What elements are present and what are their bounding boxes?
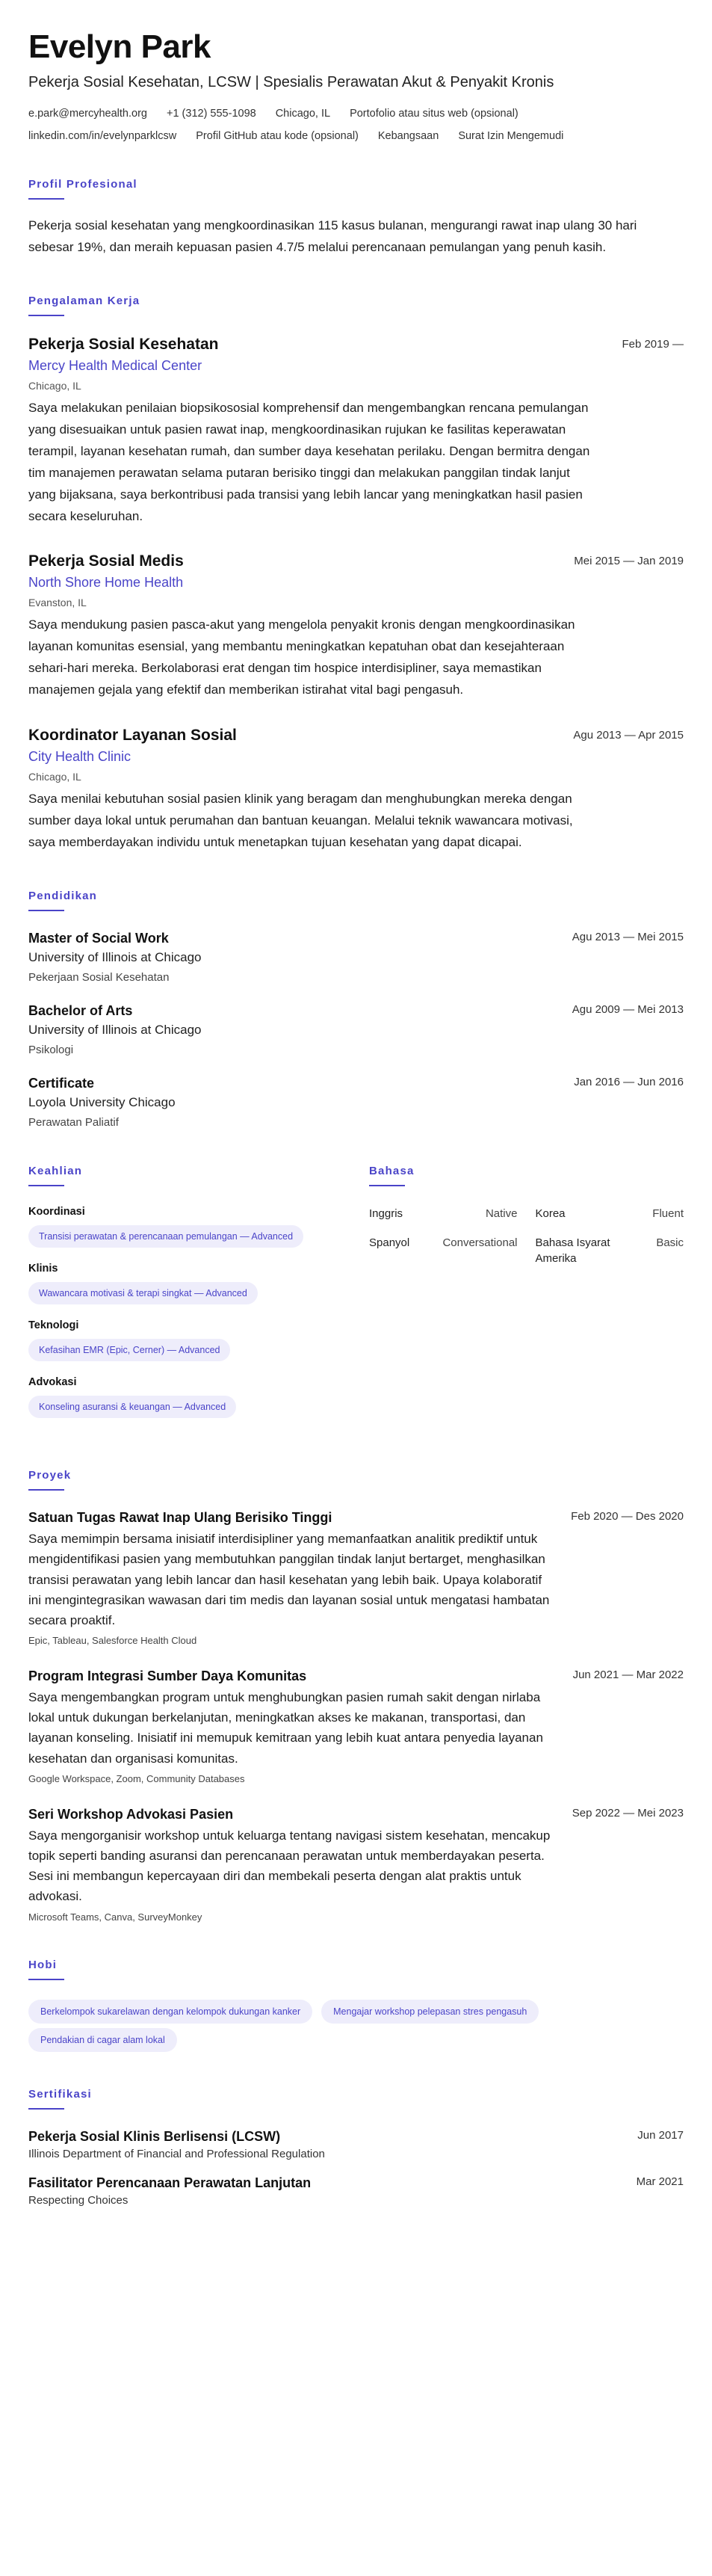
contact-location: Chicago, IL <box>275 107 331 120</box>
education-degree: Certificate <box>28 1075 95 1091</box>
skills-section <box>28 1165 342 1434</box>
project-title: Seri Workshop Advokasi Pasien <box>28 1806 234 1822</box>
language-name: Bahasa Isyarat Amerika <box>535 1236 610 1265</box>
education-dates: Agu 2013 — Mei 2015 <box>572 930 684 943</box>
project-entry <box>28 1510 684 1646</box>
certification-entry <box>28 2129 684 2160</box>
contact-phone[interactable]: +1 (312) 555-1098 <box>166 107 256 120</box>
certification-name: Pekerja Sosial Klinis Berlisensi (LCSW) <box>28 2128 281 2144</box>
skill-chip: Transisi perawatan & perencanaan pemulangan — Advanced <box>28 1225 303 1248</box>
job-title: Koordinator Layanan Sosial <box>28 727 237 744</box>
language-name: Inggris <box>369 1207 403 1220</box>
education-school: Loyola University Chicago <box>28 1094 176 1109</box>
contact-portfolio[interactable]: Portofolio atau situs web (opsional) <box>350 107 518 120</box>
section-title: Hobi <box>28 1958 58 1971</box>
hobby-chip: Berkelompok sukarelawan dengan kelompok dukungan kanker <box>28 2000 312 2024</box>
project-entry <box>28 1668 684 1784</box>
language-item <box>369 1235 518 1266</box>
section-title: Sertifikasi <box>28 2087 92 2101</box>
job-description: Saya mendukung pasien pasca-akut yang mengelola penyakit kronis dengan mengkoordinasikan layanan komunitas esensial, yang membantu meningkatkan kepatuhan obat dan kesejahteraan sehari-hari mereka. Berkolaborasi erat dengan tim hospice interdisipliner, saya memastikan manajemen gejala yang efektif dan memberikan istirahat vital bagi pengasuh. <box>28 617 575 697</box>
education-field: Psikologi <box>28 1043 74 1056</box>
job-location: Evanston, IL <box>28 597 87 609</box>
education-field: Pekerjaan Sosial Kesehatan <box>28 970 170 984</box>
skill-group <box>28 1319 342 1361</box>
contact-linkedin[interactable]: linkedin.com/in/evelynparklcsw <box>28 129 177 142</box>
section-divider <box>28 1489 64 1491</box>
section-divider <box>28 1185 64 1186</box>
job-dates: Feb 2019 — <box>622 338 684 351</box>
skill-chip: Konseling asuransi & keuangan — Advanced <box>28 1396 236 1418</box>
section-divider <box>369 1185 405 1186</box>
job-company: Mercy Health Medical Center <box>28 358 202 374</box>
section-title: Pendidikan <box>28 889 98 902</box>
project-dates: Jun 2021 — Mar 2022 <box>572 1668 684 1682</box>
language-item <box>536 1235 684 1266</box>
project-description: Saya memimpin bersama inisiatif interdisipliner yang memanfaatkan analitik prediktif untuk mengidentifikasi pasien yang membutuhkan panggilan tindak lanjut bertarget, menghasilkan transisi perawatan yang lebih lancar dan hasil kesehatan yang lebih baik. Upaya kolaboratif ini mengintegrasikan wawasan dari tim medis dan layanan sosial untuk mengatasi hambatan secara proaktif. <box>28 1532 550 1627</box>
project-description: Saya mengembangkan program untuk menghubungkan pasien rumah sakit dengan nirlaba lokal untuk dukungan berkelanjutan, meningkatkan akses ke makanan, transportasi, dan layanan konseling. Inisiatif ini memupuk kemitraan yang lebih kuat antara penyedia layanan kesehatan dan organisasi komunitas. <box>28 1690 543 1766</box>
language-level: Fluent <box>652 1207 684 1220</box>
section-divider <box>28 1979 64 1980</box>
project-technologies: Microsoft Teams, Canva, SurveyMonkey <box>28 1911 202 1923</box>
section-title: Pengalaman Kerja <box>28 295 140 308</box>
skills-languages-row <box>28 1165 684 1434</box>
projects-section <box>28 1469 684 1922</box>
job-company: North Shore Home Health <box>28 575 184 591</box>
project-technologies: Google Workspace, Zoom, Community Databases <box>28 1772 245 1784</box>
skill-category: Advokasi <box>28 1376 77 1389</box>
candidate-headline: Pekerja Sosial Kesehatan, LCSW | Spesialis Perawatan Akut & Penyakit Kronis <box>28 73 554 90</box>
project-entry <box>28 1807 684 1923</box>
section-title: Profil Profesional <box>28 177 137 191</box>
section-divider <box>28 315 64 316</box>
contact-nationality: Kebangsaan <box>377 129 439 142</box>
section-title: Proyek <box>28 1469 72 1482</box>
certification-issuer: Respecting Choices <box>28 2193 129 2207</box>
contact-github[interactable]: Profil GitHub atau kode (opsional) <box>196 129 359 142</box>
contact-drivers-license: Surat Izin Mengemudi <box>458 129 564 142</box>
education-school: University of Illinois at Chicago <box>28 1022 202 1037</box>
job-title: Pekerja Sosial Medis <box>28 552 184 570</box>
education-entry <box>28 1003 684 1056</box>
education-degree: Master of Social Work <box>28 930 169 946</box>
skill-group <box>28 1376 342 1418</box>
job-description: Saya menilai kebutuhan sosial pasien klinik yang beragam dan menghubungkan mereka dengan sumber daya lokal untuk perumahan dan bantuan keuangan. Melalui teknik wawancara motivasi, saya memberdayakan individu untuk menetapkan tujuan kesehatan yang dapat dicapai. <box>28 792 573 849</box>
hobbies-section <box>28 1959 684 2052</box>
hobby-chip: Mengajar workshop pelepasan stres pengasuh <box>321 2000 539 2024</box>
certification-issuer: Illinois Department of Financial and Professional Regulation <box>28 2147 325 2160</box>
hobby-chip: Pendakian di cagar alam lokal <box>28 2028 177 2052</box>
skill-chip: Wawancara motivasi & terapi singkat — Advanced <box>28 1282 258 1304</box>
contact-email[interactable]: e.park@mercyhealth.org <box>28 107 147 120</box>
skill-chip: Kefasihan EMR (Epic, Cerner) — Advanced <box>28 1339 230 1361</box>
certification-date: Jun 2017 <box>637 2128 684 2142</box>
project-title: Satuan Tugas Rawat Inap Ulang Berisiko Tinggi <box>28 1510 332 1526</box>
job-location: Chicago, IL <box>28 380 81 392</box>
certifications-section <box>28 2088 684 2207</box>
skill-category: Klinis <box>28 1262 58 1275</box>
languages-section <box>369 1165 684 1434</box>
certification-date: Mar 2021 <box>636 2175 684 2188</box>
education-degree: Bachelor of Arts <box>28 1002 133 1018</box>
job-entry <box>28 552 684 701</box>
profile-section <box>28 178 684 259</box>
skill-category: Koordinasi <box>28 1205 85 1218</box>
project-dates: Sep 2022 — Mei 2023 <box>572 1806 684 1819</box>
job-title: Pekerja Sosial Kesehatan <box>28 336 219 354</box>
skill-group <box>28 1263 342 1304</box>
project-technologies: Epic, Tableau, Salesforce Health Cloud <box>28 1635 197 1647</box>
contact-row <box>28 130 684 142</box>
job-description: Saya melakukan penilaian biopsikososial komprehensif dan mengembangkan rencana pemulangan yang disesuaikan untuk pasien rawat inap, mengkoordinasikan rujukan ke fasilitas keperawatan terampil, layanan kesehatan rumah, dan sumber daya kesehatan perilaku. Dengan bermitra dengan tim manajemen perawatan selama putaran berisiko tinggi dan melakukan panggilan tindak lanjut yang bijaksana, saya berkontribusi pada transisi yang lebih lancar yang meningkatkan hasil pasien secara keseluruhan. <box>28 401 590 523</box>
language-name: Spanyol <box>369 1236 410 1249</box>
resume-header <box>28 28 684 142</box>
education-dates: Jan 2016 — Jun 2016 <box>574 1075 684 1088</box>
job-entry <box>28 727 684 854</box>
job-entry <box>28 336 684 527</box>
section-divider <box>28 2108 64 2110</box>
education-section <box>28 890 684 1129</box>
project-dates: Feb 2020 — Des 2020 <box>571 1510 684 1523</box>
skill-group <box>28 1206 342 1248</box>
contact-row <box>28 108 684 120</box>
project-title: Program Integrasi Sumber Daya Komunitas <box>28 1668 307 1684</box>
section-divider <box>28 910 64 911</box>
language-name: Korea <box>535 1207 566 1220</box>
project-description: Saya mengorganisir workshop untuk keluarga tentang navigasi sistem kesehatan, mencakup topik seperti banding asuransi dan perencanaan perawatan untuk memberdayakan peserta. Sesi ini membangun kepercayaan diri dan membekali peserta dengan alat praktis untuk advokasi. <box>28 1828 551 1904</box>
education-dates: Agu 2009 — Mei 2013 <box>572 1002 684 1016</box>
job-location: Chicago, IL <box>28 771 81 783</box>
job-company: City Health Clinic <box>28 749 131 764</box>
candidate-name: Evelyn Park <box>28 28 211 65</box>
certification-entry <box>28 2175 684 2207</box>
certification-name: Fasilitator Perencanaan Perawatan Lanjutan <box>28 2175 312 2190</box>
language-level: Native <box>485 1207 518 1220</box>
language-level: Conversational <box>442 1236 518 1249</box>
education-field: Perawatan Paliatif <box>28 1115 119 1129</box>
language-item <box>369 1206 518 1221</box>
job-dates: Agu 2013 — Apr 2015 <box>573 729 684 742</box>
language-item <box>536 1206 684 1221</box>
experience-section <box>28 295 684 854</box>
skill-category: Teknologi <box>28 1319 79 1331</box>
section-title: Bahasa <box>369 1164 415 1177</box>
language-level: Basic <box>656 1236 684 1249</box>
education-entry <box>28 931 684 984</box>
section-title: Keahlian <box>28 1164 83 1177</box>
job-dates: Mei 2015 — Jan 2019 <box>574 555 684 568</box>
profile-summary: Pekerja sosial kesehatan yang mengkoordinasikan 115 kasus bulanan, mengurangi rawat inap ulang 30 hari sebesar 19%, dan meraih kepuasan pasien 4.7/5 melalui perencanaan pemulangan yang penuh kasih. <box>28 218 637 255</box>
section-divider <box>28 198 64 200</box>
education-entry <box>28 1076 684 1129</box>
education-school: University of Illinois at Chicago <box>28 949 202 964</box>
